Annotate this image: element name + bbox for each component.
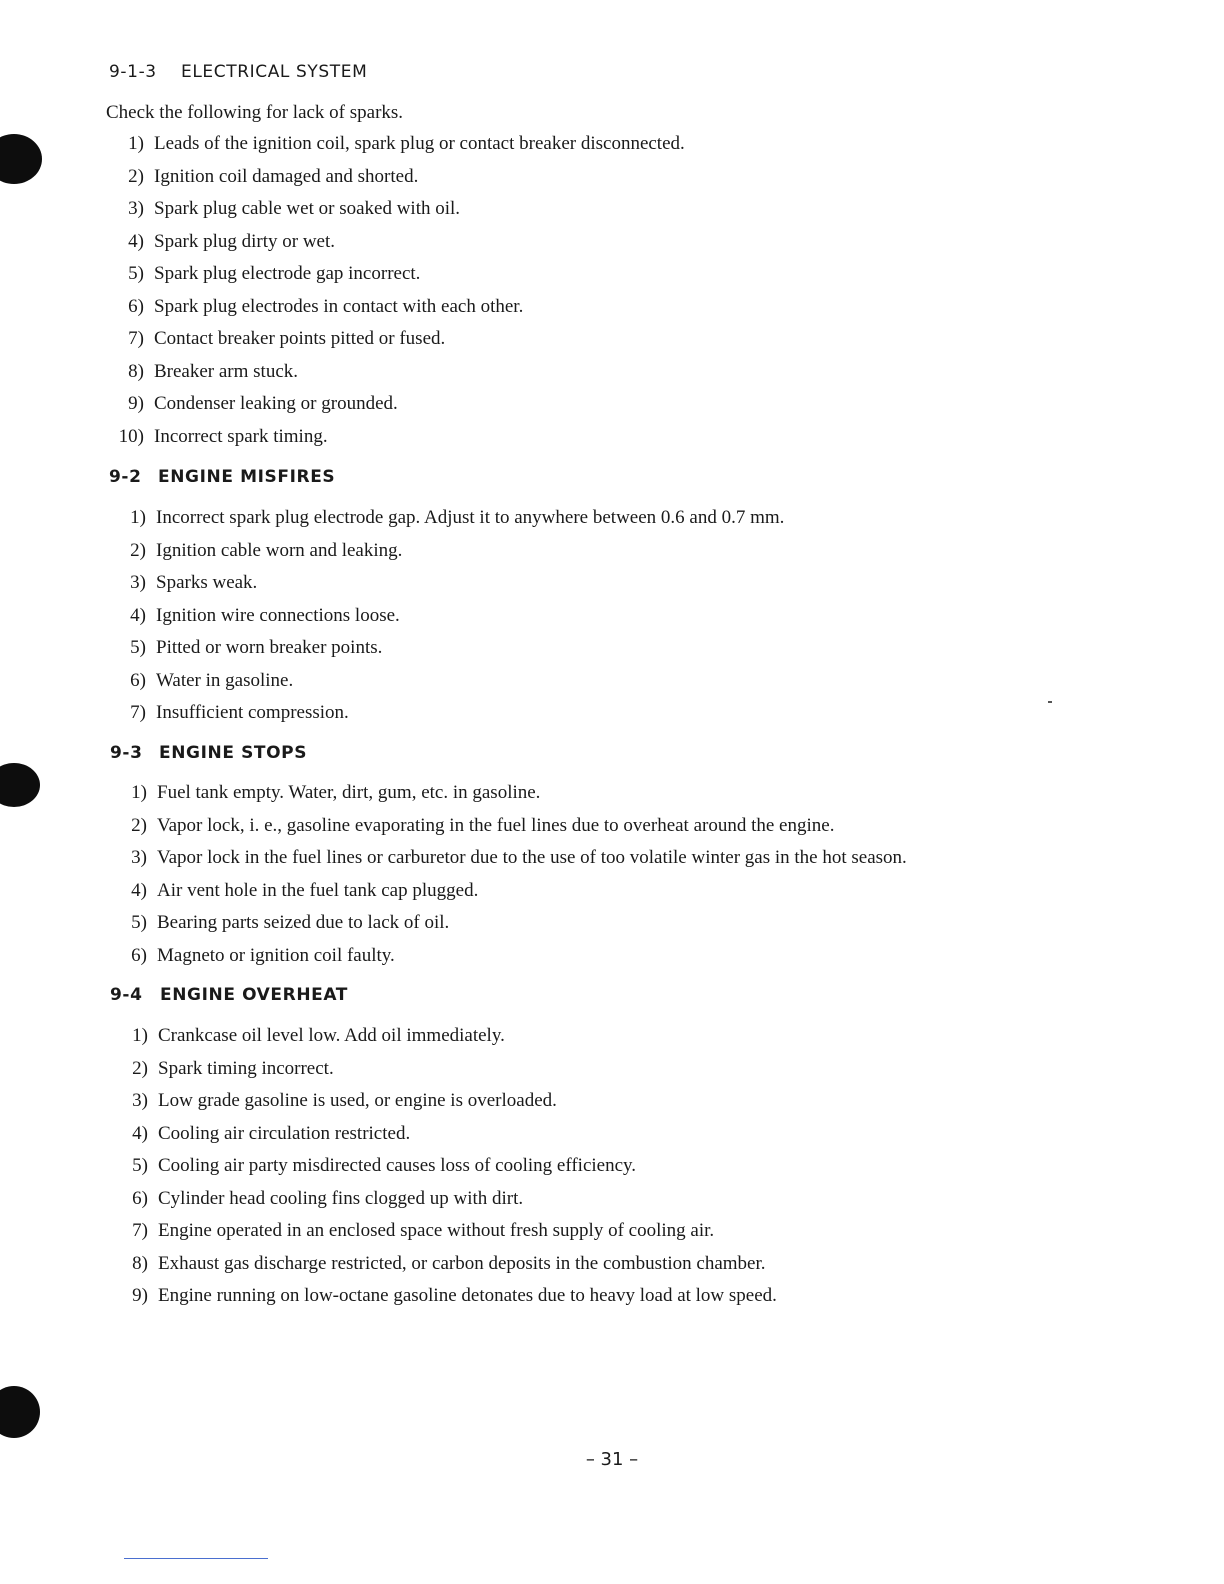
item-text: Incorrect spark timing. [154,425,328,447]
section-title: ELECTRICAL SYSTEM [181,62,368,82]
item-text: Vapor lock in the fuel lines or carburetor due to the use of too volatile winter gas in the hot season. [157,847,907,869]
footer-rule [124,1558,268,1559]
section-number: 9-4 [110,985,143,1005]
item-number: 2) [131,814,147,836]
electrical-list [106,128,685,453]
item-number: 5) [131,912,147,934]
item-number: 6) [130,669,146,691]
list-item [108,632,784,665]
item-text: Exhaust gas discharge restricted, or carbon deposits in the combustion chamber. [158,1252,766,1274]
item-number: 1) [132,1025,148,1047]
list-item [106,226,685,259]
item-text: Spark plug electrodes in contact with each other. [154,295,524,317]
item-number: 3) [132,1090,148,1112]
item-text: Engine operated in an enclosed space without fresh supply of cooling air. [158,1220,715,1242]
item-text: Engine running on low-octane gasoline detonates due to heavy load at low speed. [158,1285,777,1307]
item-text: Vapor lock, i. e., gasoline evaporating in the fuel lines due to overheat around the engine. [157,814,835,836]
overheat-list [110,1020,777,1313]
list-item [109,875,907,908]
item-number: 3) [128,198,144,220]
list-item [110,1085,777,1118]
item-text: Insufficient compression. [156,702,349,724]
punch-hole-middle [0,763,40,807]
list-item [109,777,907,810]
list-item [110,1183,777,1216]
item-text: Cooling air party misdirected causes loss of cooling efficiency. [158,1155,637,1177]
item-text: Water in gasoline. [156,669,294,691]
item-number: 6) [132,1187,148,1209]
item-text: Contact breaker points pitted or fused. [154,328,446,350]
item-number: 4) [130,604,146,626]
list-item [109,810,907,843]
list-item [110,1248,777,1281]
list-item [108,697,784,730]
item-text: Ignition coil damaged and shorted. [154,165,419,187]
item-text: Cylinder head cooling fins clogged up with dirt. [158,1187,524,1209]
item-text: Incorrect spark plug electrode gap. Adjust it to anywhere between 0.6 and 0.7 mm. [156,507,785,529]
item-text: Spark plug cable wet or soaked with oil. [154,198,461,220]
list-item [108,567,784,600]
section-intro: Check the following for lack of sparks. [106,102,404,123]
item-text: Low grade gasoline is used, or engine is overloaded. [158,1090,557,1112]
item-number: 6) [131,944,147,966]
item-number: 9) [132,1285,148,1307]
list-item [106,323,685,356]
list-item [106,128,685,161]
item-text: Pitted or worn breaker points. [156,637,383,659]
punch-hole-bottom [0,1386,40,1438]
item-number: 4) [132,1122,148,1144]
list-item [108,665,784,698]
section-heading-overheat [110,985,348,1005]
list-item [106,388,685,421]
item-number: 5) [128,263,144,285]
item-number: 7) [132,1220,148,1242]
item-number: 10) [118,425,144,447]
item-text: Breaker arm stuck. [154,360,299,382]
list-item [106,291,685,324]
list-item [110,1118,777,1151]
item-text: Ignition wire connections loose. [156,604,400,626]
item-text: Magneto or ignition coil faulty. [157,944,395,966]
item-number: 2) [130,539,146,561]
item-text: Cooling air circulation restricted. [158,1122,411,1144]
section-number: 9-1-3 [109,62,157,82]
item-number: 9) [128,393,144,415]
list-item [110,1053,777,1086]
list-item [109,842,907,875]
list-item [108,600,784,633]
item-text: Fuel tank empty. Water, dirt, gum, etc. in gasoline. [157,782,541,804]
scan-speck [1048,701,1052,703]
punch-hole-top [0,134,42,184]
item-text: Crankcase oil level low. Add oil immediately. [158,1025,505,1047]
section-number: 9-3 [110,743,143,763]
item-text: Air vent hole in the fuel tank cap plugged. [157,879,479,901]
item-number: 8) [132,1252,148,1274]
item-number: 5) [132,1155,148,1177]
item-number: 2) [128,165,144,187]
section-title: ENGINE OVERHEAT [160,985,349,1005]
list-item [106,258,685,291]
item-text: Ignition cable worn and leaking. [156,539,403,561]
item-number: 1) [131,782,147,804]
item-text: Spark timing incorrect. [158,1057,334,1079]
item-number: 3) [131,847,147,869]
item-number: 1) [128,133,144,155]
list-item [106,193,685,226]
misfires-list [108,502,784,730]
list-item [110,1280,777,1313]
item-number: 8) [128,360,144,382]
list-item [106,161,685,194]
item-number: 1) [130,507,146,529]
item-number: 2) [132,1057,148,1079]
list-item [109,907,907,940]
item-text: Sparks weak. [156,572,258,594]
list-item [108,502,784,535]
list-item [108,535,784,568]
item-text: Spark plug dirty or wet. [154,230,336,252]
section-heading-misfires [109,467,335,487]
item-number: 3) [130,572,146,594]
list-item [110,1215,777,1248]
list-item [110,1020,777,1053]
section-number: 9-2 [109,467,142,487]
item-text: Leads of the ignition coil, spark plug or contact breaker disconnected. [154,133,685,155]
section-title: ENGINE MISFIRES [158,467,336,487]
item-text: Condenser leaking or grounded. [154,393,398,415]
item-number: 4) [131,879,147,901]
list-item [109,940,907,973]
page-number: – 31 – [585,1449,639,1470]
section-heading-stops [110,743,307,763]
list-item [106,421,685,454]
item-number: 5) [130,637,146,659]
item-text: Spark plug electrode gap incorrect. [154,263,421,285]
list-item [110,1150,777,1183]
section-heading-electrical [109,62,367,82]
item-number: 6) [128,295,144,317]
list-item [106,356,685,389]
item-number: 4) [128,230,144,252]
stops-list [109,777,907,972]
item-text: Bearing parts seized due to lack of oil. [157,912,450,934]
section-title: ENGINE STOPS [159,743,308,763]
item-number: 7) [130,702,146,724]
item-number: 7) [128,328,144,350]
